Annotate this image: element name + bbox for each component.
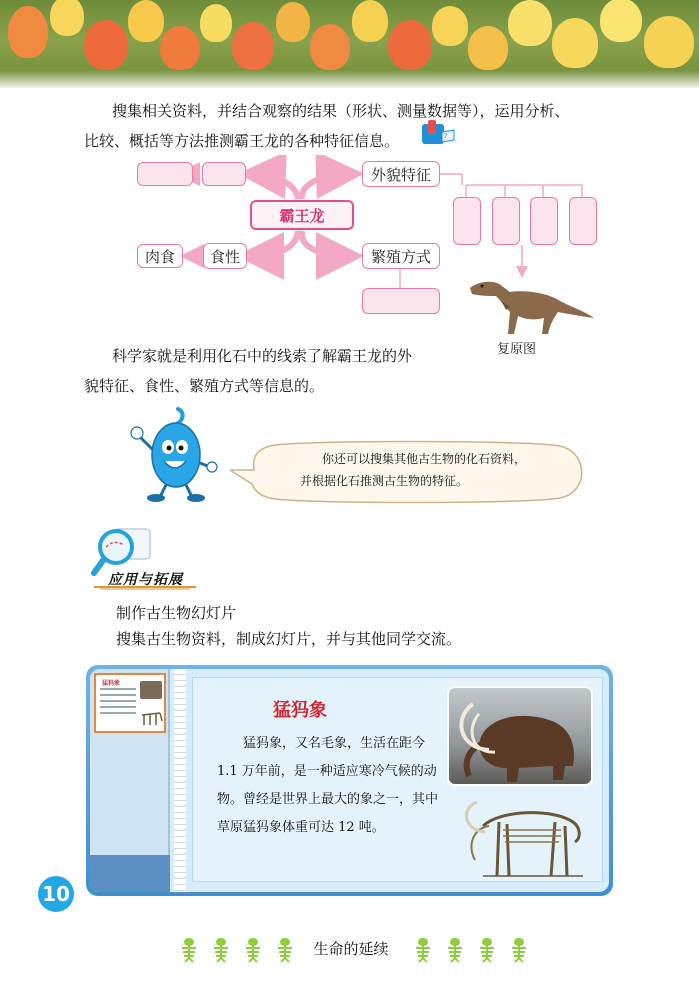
thumbnail-photo bbox=[140, 681, 162, 699]
task-text: 搜集古生物资料，制成幻灯片，并与其他同学交流。 bbox=[116, 630, 462, 648]
diet-value-node: 肉食 bbox=[137, 244, 183, 268]
appearance-answer-box-2[interactable] bbox=[202, 162, 246, 186]
mammoth-photo bbox=[447, 686, 593, 786]
appearance-detail-box-3[interactable] bbox=[530, 197, 558, 245]
reproduction-answer-box[interactable] bbox=[362, 288, 440, 314]
diet-node: 食性 bbox=[203, 243, 247, 269]
fish-skeleton-icon bbox=[178, 937, 200, 963]
thumbnail-panel-footer bbox=[90, 855, 170, 892]
fish-skeleton-icon bbox=[274, 937, 296, 963]
tyrannosaurus-reconstruction-image bbox=[466, 272, 596, 336]
fish-skeleton-icon bbox=[444, 937, 466, 963]
conclusion-line-1: 科学家就是利用化石中的线索了解霸王龙的外 bbox=[112, 347, 413, 365]
bubble-text bbox=[300, 448, 585, 492]
slide-text: 猛犸象，又名毛象，生活在距今 1.1 万年前，是一种适应寒冷气候的动物。曾经是世界上最大的象之一，其中草原猛犸象体重可达 12 吨。 bbox=[217, 736, 439, 835]
appearance-answer-box-1[interactable] bbox=[137, 162, 193, 186]
footer-title: 生命的延续 bbox=[313, 940, 389, 958]
appearance-detail-box-1[interactable] bbox=[453, 197, 481, 245]
appearance-detail-box-4[interactable] bbox=[569, 197, 597, 245]
intro-line-2: 比较、概括等方法推测霸王龙的各种特征信息。 bbox=[84, 132, 400, 150]
fish-skeleton-icon bbox=[476, 937, 498, 963]
bubble-line-1: 你还可以搜集其他古生物的化石资料， bbox=[322, 452, 527, 466]
appearance-node: 外貌特征 bbox=[362, 161, 440, 187]
conclusion-line-2: 貌特征、食性、繁殖方式等信息的。 bbox=[84, 377, 325, 395]
mammoth-skeleton-icon bbox=[463, 796, 593, 878]
intro-line-1: 搜集相关资料，并结合观察的结果（形状、测量数据等），运用分析、 bbox=[112, 102, 570, 120]
reproduction-node: 繁殖方式 bbox=[362, 243, 440, 269]
svg-text:?: ? bbox=[444, 132, 448, 140]
fish-skeleton-icon bbox=[242, 937, 264, 963]
slide-ruler bbox=[174, 669, 186, 892]
fish-skeleton-icon bbox=[508, 937, 530, 963]
thumbnail-text-lines bbox=[100, 688, 136, 718]
fish-skeleton-icon bbox=[210, 937, 232, 963]
section-title-block bbox=[90, 567, 200, 591]
slide-window bbox=[86, 665, 613, 896]
slide-page bbox=[192, 677, 603, 882]
blue-mascot-icon bbox=[128, 405, 218, 503]
slide-title: 猛犸象 bbox=[273, 700, 327, 721]
tulip-banner bbox=[0, 0, 699, 88]
thumbnail-title: 猛犸象 bbox=[102, 680, 121, 687]
thumbnail-skeleton-icon bbox=[140, 705, 164, 727]
study-tip-icon bbox=[420, 118, 456, 148]
fish-skeleton-icon bbox=[412, 937, 434, 963]
slide-thumbnail[interactable] bbox=[94, 673, 166, 733]
appearance-detail-box-2[interactable] bbox=[492, 197, 520, 245]
task-title: 制作古生物幻灯片 bbox=[116, 604, 237, 622]
bubble-line-2: 并根据化石推测古生物的特征。 bbox=[300, 474, 469, 488]
page-number: 10 bbox=[38, 876, 74, 912]
reconstruction-caption: 复原图 bbox=[497, 342, 537, 357]
section-title: 应用与拓展 bbox=[108, 572, 183, 588]
slide-inner bbox=[90, 669, 609, 892]
slide-thumbnail-panel[interactable] bbox=[90, 669, 170, 892]
center-node-tyrannosaurus: 霸王龙 bbox=[250, 200, 354, 230]
